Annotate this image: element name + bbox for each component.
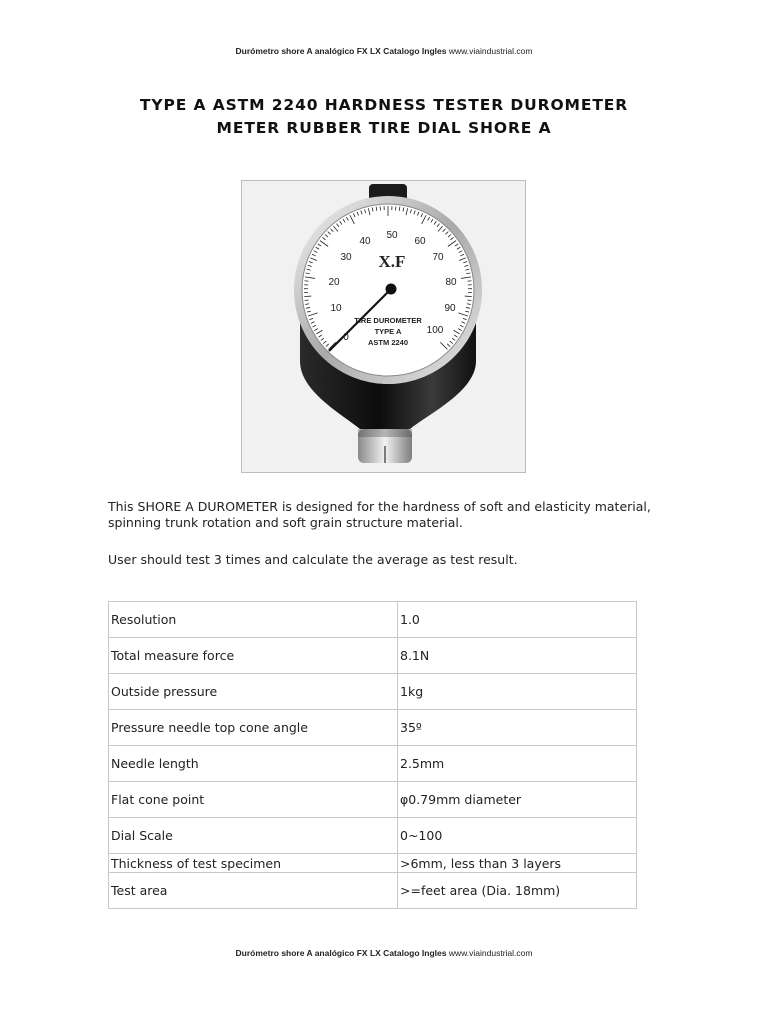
spec-label: Total measure force bbox=[109, 638, 398, 674]
description-paragraph: This SHORE A DUROMETER is designed for the hardness of soft and elasticity material, spinning trunk rotation and soft grain structure material. bbox=[108, 499, 651, 530]
footer-caption: Durómetro shore A analógico FX LX Catalogo Ingles bbox=[235, 948, 447, 958]
durometer-illustration bbox=[242, 181, 526, 473]
table-row bbox=[109, 873, 637, 909]
dial-brand: X.F bbox=[378, 252, 406, 271]
spec-value: >6mm, less than 3 layers bbox=[398, 854, 637, 873]
spec-label: Resolution bbox=[109, 602, 398, 638]
spec-label: Pressure needle top cone angle bbox=[109, 710, 398, 746]
instruction-paragraph: User should test 3 times and calculate the average as test result. bbox=[108, 552, 518, 567]
dial-line-1: TIRE DUROMETER bbox=[354, 316, 422, 325]
spec-value: 1kg bbox=[398, 674, 637, 710]
dial-tick bbox=[467, 300, 471, 301]
table-row bbox=[109, 854, 637, 873]
page-header bbox=[0, 46, 768, 56]
spec-label: Flat cone point bbox=[109, 782, 398, 818]
scale-10: 10 bbox=[330, 303, 342, 314]
table-row bbox=[109, 602, 637, 638]
spec-value: 35º bbox=[398, 710, 637, 746]
spec-value: >=feet area (Dia. 18mm) bbox=[398, 873, 637, 909]
dial-tick bbox=[399, 207, 400, 211]
table-row bbox=[109, 818, 637, 854]
header-url[interactable]: www.viaindustrial.com bbox=[448, 46, 533, 56]
spec-label: Dial Scale bbox=[109, 818, 398, 854]
spec-value: 0~100 bbox=[398, 818, 637, 854]
spec-value: φ0.79mm diameter bbox=[398, 782, 637, 818]
scale-40: 40 bbox=[359, 236, 371, 247]
table-row bbox=[109, 674, 637, 710]
table-row bbox=[109, 782, 637, 818]
title-line-1: TYPE A ASTM 2240 HARDNESS TESTER DUROMETER bbox=[139, 96, 629, 114]
scale-70: 70 bbox=[432, 252, 444, 263]
scale-0: 0 bbox=[343, 332, 349, 343]
dial-tick bbox=[465, 296, 472, 297]
specifications-table bbox=[108, 601, 637, 909]
scale-80: 80 bbox=[445, 277, 457, 288]
table-row bbox=[109, 746, 637, 782]
scale-30: 30 bbox=[340, 252, 352, 263]
scale-20: 20 bbox=[328, 277, 340, 288]
table-row bbox=[109, 638, 637, 674]
title-line-2: METER RUBBER TIRE DIAL SHORE A bbox=[216, 119, 552, 137]
spec-label: Thickness of test specimen bbox=[109, 854, 398, 873]
page-title bbox=[84, 94, 684, 140]
needle-hub bbox=[386, 284, 397, 295]
scale-50: 50 bbox=[386, 230, 398, 241]
spec-value: 1.0 bbox=[398, 602, 637, 638]
scale-90: 90 bbox=[444, 303, 456, 314]
product-photo bbox=[241, 180, 526, 473]
dial-tick bbox=[305, 300, 309, 301]
spec-label: Needle length bbox=[109, 746, 398, 782]
footer-url[interactable]: www.viaindustrial.com bbox=[448, 948, 533, 958]
spec-label: Outside pressure bbox=[109, 674, 398, 710]
spec-value: 2.5mm bbox=[398, 746, 637, 782]
scale-60: 60 bbox=[414, 236, 426, 247]
spec-label: Test area bbox=[109, 873, 398, 909]
page-footer bbox=[0, 948, 768, 958]
dial-line-3: ASTM 2240 bbox=[367, 338, 409, 347]
dial-tick bbox=[304, 296, 311, 297]
spec-value: 8.1N bbox=[398, 638, 637, 674]
scale-100: 100 bbox=[426, 325, 444, 336]
table-row bbox=[109, 710, 637, 746]
header-caption: Durómetro shore A analógico FX LX Catalogo Ingles bbox=[235, 46, 447, 56]
dial-line-2: TYPE A bbox=[374, 327, 402, 336]
dial-tick bbox=[376, 207, 377, 211]
